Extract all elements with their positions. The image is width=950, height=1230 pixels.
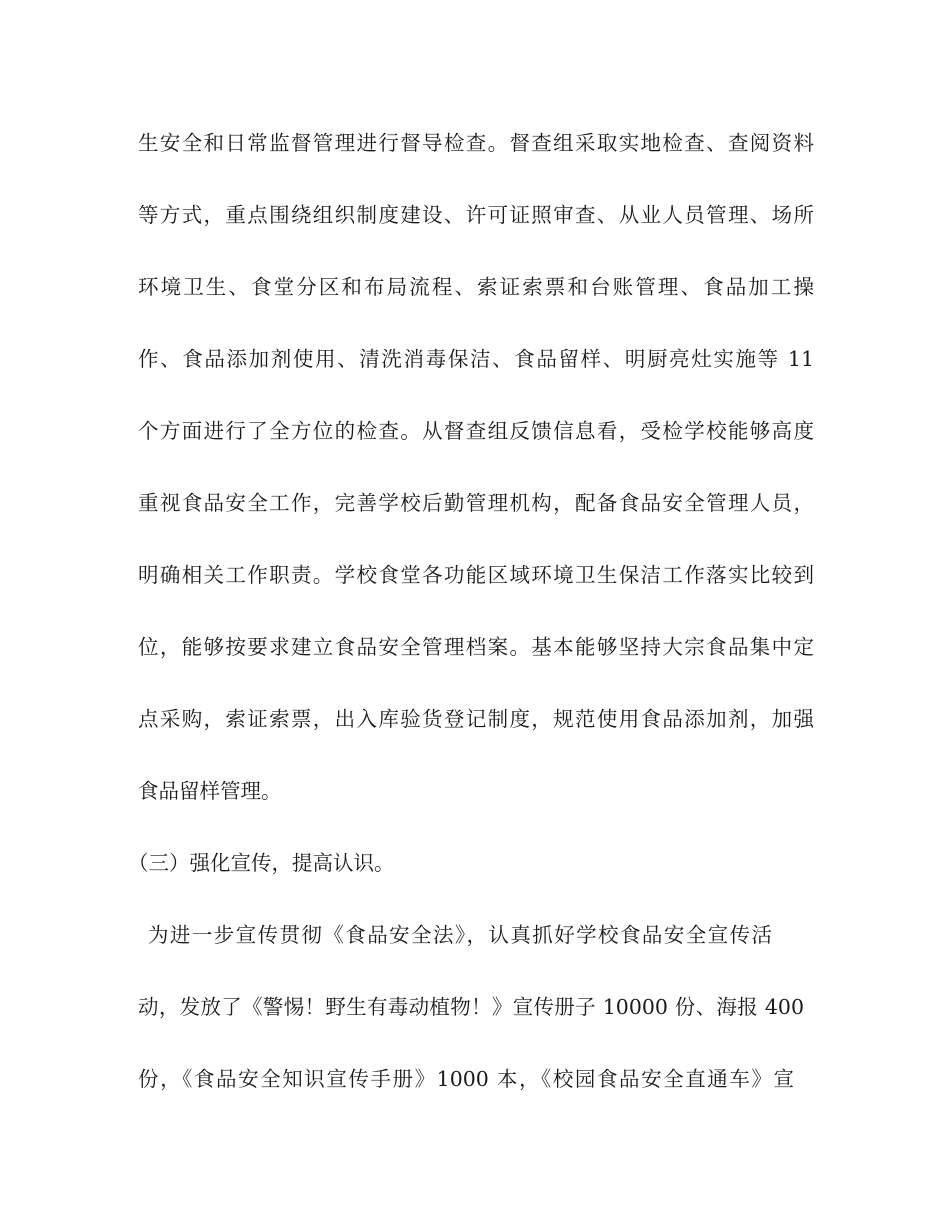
paragraph-line: 为进一步宣传贯彻《食品安全法》，认真抓好学校食品安全宣传活 xyxy=(148,923,772,947)
paragraph-line: 点采购，索证索票，出入库验货登记制度，规范使用食品添加剂，加强 xyxy=(138,707,814,731)
paragraph-line: 生安全和日常监督管理进行督导检查。督查组采取实地检查、查阅资料 xyxy=(138,131,814,155)
paragraph-line: 个方面进行了全方位的检查。从督查组反馈信息看，受检学校能够高度 xyxy=(138,419,814,443)
paragraph-line: 动，发放了《警惕！野生有毒动植物！》宣传册子 10000 份、海报 400 xyxy=(138,995,804,1019)
paragraph-line: 作、食品添加剂使用、清洗消毒保洁、食品留样、明厨亮灶实施等 11 xyxy=(138,347,814,371)
section-heading: （三）强化宣传，提高认识。 xyxy=(128,851,395,875)
paragraph-line: 环境卫生、食堂分区和布局流程、索证索票和台账管理、食品加工操 xyxy=(138,275,814,299)
paragraph-line: 份，《食品安全知识宣传手册》1000 本，《校园食品安全直通车》宣 xyxy=(138,1067,794,1091)
paragraph-line: 重视食品安全工作，完善学校后勤管理机构，配备食品安全管理人员， xyxy=(138,491,814,515)
paragraph-line: 明确相关工作职责。学校食堂各功能区域环境卫生保洁工作落实比较到 xyxy=(138,563,814,587)
paragraph-line: 等方式，重点围绕组织制度建设、许可证照审查、从业人员管理、场所 xyxy=(138,203,814,227)
paragraph-line: 位，能够按要求建立食品安全管理档案。基本能够坚持大宗食品集中定 xyxy=(138,635,814,659)
paragraph-line: 食品留样管理。 xyxy=(138,779,282,803)
